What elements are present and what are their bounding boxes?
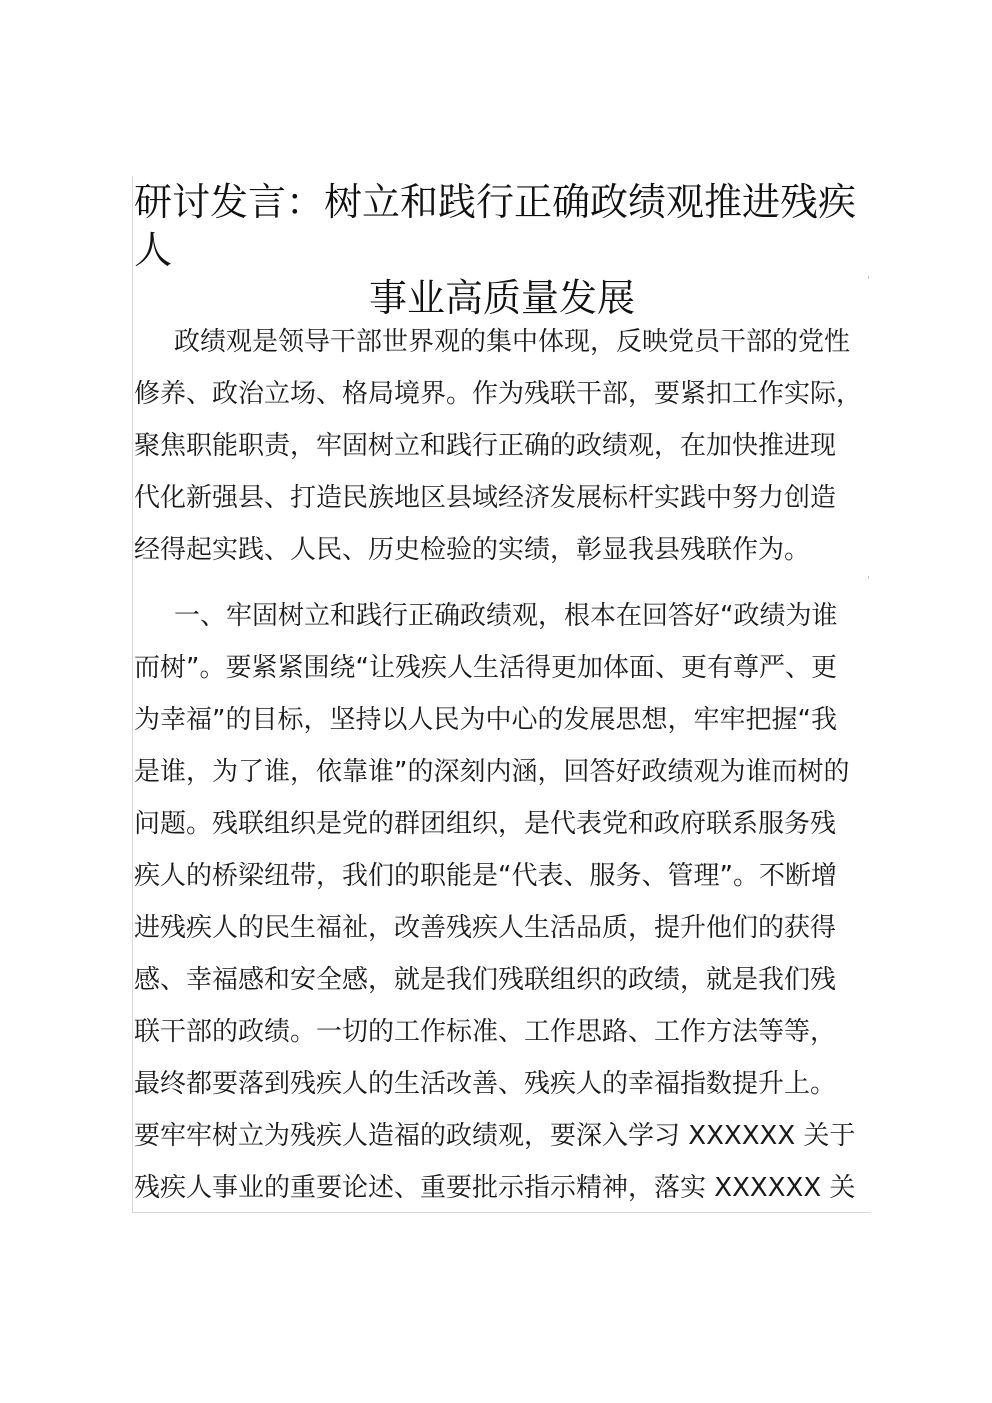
paragraph-line: 政绩观是领导干部世界观的集中体现，反映党员干部的党性 — [174, 327, 851, 357]
paragraph-line: 要牢牢树立为残疾人造福的政绩观，要深入学习 XXXXXX 关于 — [134, 1121, 856, 1151]
paragraph-line: 为幸福”的目标，坚持以人民为中心的发展思想，牢牢把握“我 — [134, 705, 837, 735]
paragraph-2 — [134, 590, 870, 1214]
margin-tick — [868, 276, 869, 279]
title-line-1: 研讨发言：树立和践行正确政绩观推进残疾人 — [134, 180, 857, 272]
paragraph-line: 修养、政治立场、格局境界。作为残联干部，要紧扣工作实际， — [134, 379, 863, 409]
paragraph-line: 一、牢固树立和践行正确政绩观，根本在回答好“政绩为谁 — [174, 601, 838, 631]
paragraph-line: 聚焦职能职责，牢固树立和践行正确的政绩观，在加快推进现 — [134, 431, 837, 461]
paragraph-line: 疾人的桥梁纽带，我们的职能是“代表、服务、管理”。不断增 — [134, 861, 837, 891]
paragraph-line: 经得起实践、人民、历史检验的实绩，彰显我县残联作为。 — [134, 535, 811, 565]
paragraph-line: 最终都要落到残疾人的生活改善、残疾人的幸福指数提升上。 — [134, 1069, 837, 1099]
paragraph-1 — [134, 316, 870, 576]
paragraph-line: 进残疾人的民生福祉，改善残疾人生活品质，提升他们的获得 — [134, 913, 837, 943]
paragraph-line: 代化新强县、打造民族地区县域经济发展标杆实践中努力创造 — [134, 483, 837, 513]
document-title — [134, 178, 870, 322]
paragraph-line: 残疾人事业的重要论述、重要批示指示精神，落实 XXXXXX 关 — [134, 1173, 856, 1203]
title-line-2: 事业高质量发展 — [368, 276, 635, 320]
paragraph-line: 而树”。要紧紧围绕“让残疾人生活得更加体面、更有尊严、更 — [134, 653, 837, 683]
paragraph-line: 问题。残联组织是党的群团组织，是代表党和政府联系服务残 — [134, 809, 837, 839]
paragraph-line: 联干部的政绩。一切的工作标准、工作思路、工作方法等等， — [134, 1017, 837, 1047]
margin-tick — [868, 576, 869, 579]
paragraph-line: 是谁，为了谁，依靠谁”的深刻内涵，回答好政绩观为谁而树的 — [134, 757, 850, 787]
paragraph-line: 感、幸福感和安全感，就是我们残联组织的政绩，就是我们残 — [134, 965, 837, 995]
